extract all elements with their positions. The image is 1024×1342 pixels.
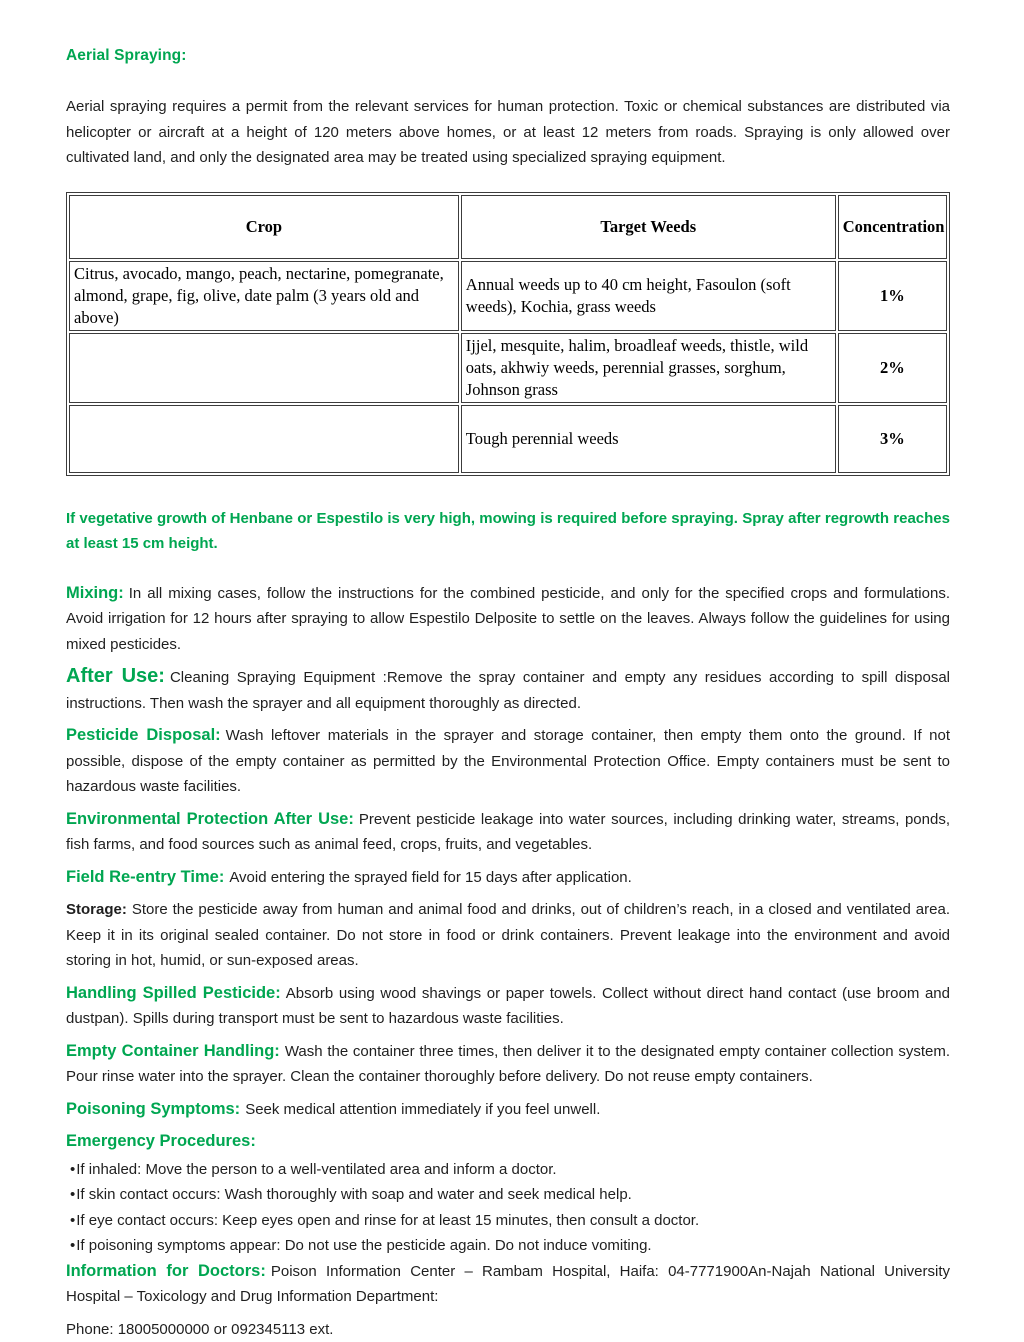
section-label-mixing: Mixing:	[66, 584, 124, 602]
spray-concentration-table	[66, 192, 950, 476]
emergency-bullet-skin	[66, 1182, 950, 1208]
bullet-icon: •	[70, 1161, 75, 1178]
crop-cell: Citrus, avocado, mango, peach, nectarine, pomegranate, almond, grape, fig, olive, date palm (3 years old and above)	[69, 261, 459, 331]
section-text: Poison Information Center – Rambam Hospital, Haifa: 04-7771900An-Najah National University Hospital – Toxicology and Drug Information Department:	[66, 1263, 950, 1306]
table-header-row	[69, 195, 947, 259]
mowing-notice: If vegetative growth of Henbane or Espestilo is very high, mowing is required before spraying. Spray after regrowth reaches at least 15 cm height.	[66, 506, 950, 557]
intro-paragraph: Aerial spraying requires a permit from the relevant services for human protection. Toxic or chemical substances are distributed via helicopter or aircraft at a height of 120 meters above homes, or at least 12 meters from roads. Spraying is only allowed over cultivated land, and only the designated area may be treated using specialized spraying equipment.	[66, 94, 950, 171]
bullet-text: If poisoning symptoms appear: Do not use the pesticide again. Do not induce vomiting.	[76, 1237, 651, 1254]
section-information-for-doctors	[66, 1259, 950, 1310]
section-empty-container	[66, 1039, 950, 1090]
section-text: Prevent pesticide leakage into water sources, including drinking water, streams, ponds, fish farms, and food sources such as animal feed, crops, fruits, and vegetables.	[66, 811, 950, 854]
section-text: Absorb using wood shavings or paper towels. Collect without direct hand contact (use broom and dustpan). Spills during transport must be sent to hazardous waste facilities.	[66, 985, 950, 1028]
section-environmental-protection	[66, 807, 950, 858]
emergency-bullet-poisoning	[66, 1233, 950, 1259]
table-row	[69, 405, 947, 473]
section-label-environmental-protection: Environmental Protection After Use:	[66, 810, 354, 828]
section-field-reentry	[66, 865, 950, 891]
table-row	[69, 333, 947, 403]
bullet-text: If inhaled: Move the person to a well-ventilated area and inform a doctor.	[76, 1161, 556, 1178]
section-label-after-use: After Use:	[66, 665, 165, 687]
page-title: Aerial Spraying:	[66, 47, 950, 65]
section-label-field-reentry: Field Re-entry Time:	[66, 868, 224, 886]
target-weeds-cell: Annual weeds up to 40 cm height, Fasoulon (soft weeds), Kochia, grass weeds	[461, 261, 836, 331]
bullet-text: If eye contact occurs: Keep eyes open and rinse for at least 15 minutes, then consult a doctor.	[76, 1212, 699, 1229]
target-weeds-cell: Tough perennial weeds	[461, 405, 836, 473]
section-handling-spilled	[66, 981, 950, 1032]
table-row	[69, 261, 947, 331]
section-label-handling-spilled: Handling Spilled Pesticide:	[66, 984, 281, 1002]
section-label-information-for-doctors: Information for Doctors:	[66, 1262, 266, 1280]
emergency-bullet-inhaled	[66, 1157, 950, 1183]
section-text: Wash leftover materials in the sprayer and storage container, then empty them onto the ground. If not possible, dispose of the empty container as permitted by the Environmental Protection Office. Empty containers must be sent to hazardous waste facilities.	[66, 727, 950, 795]
section-label-pesticide-disposal: Pesticide Disposal:	[66, 726, 221, 744]
section-text: Store the pesticide away from human and animal food and drinks, out of children’s reach, in a closed and ventilated area. Keep it in its original sealed container. Do not store in food or drink containers. Prevent leakage into the environment and avoid storing in hot, humid, or sun-exposed areas.	[66, 901, 950, 969]
table-header-crop: Crop	[69, 195, 459, 259]
crop-cell	[69, 333, 459, 403]
bullet-text: If skin contact occurs: Wash thoroughly with soap and water and seek medical help.	[76, 1186, 632, 1203]
section-label-empty-container: Empty Container Handling:	[66, 1042, 280, 1060]
concentration-cell: 2%	[838, 333, 947, 403]
section-text: Seek medical attention immediately if you feel unwell.	[245, 1101, 600, 1118]
section-text: Avoid entering the sprayed field for 15 days after application.	[229, 869, 631, 886]
section-storage	[66, 897, 950, 974]
section-text: In all mixing cases, follow the instructions for the combined pesticide, and only for the specified crops and formulations. Avoid irrigation for 12 hours after spraying to allow Espestilo Delposite to settle on the leaves. Always follow the guidelines for using mixed pesticides.	[66, 585, 950, 653]
bullet-icon: •	[70, 1212, 75, 1229]
target-weeds-cell: Ijjel, mesquite, halim, broadleaf weeds, thistle, wild oats, akhwiy weeds, perennial grasses, sorghum, Johnson grass	[461, 333, 836, 403]
section-after-use	[66, 664, 950, 716]
section-emergency-procedures	[66, 1129, 950, 1155]
section-label-storage: Storage:	[66, 901, 127, 918]
section-text: Cleaning Spraying Equipment :Remove the spray container and empty any residues according to spill disposal instructions. Then wash the sprayer and all equipment thoroughly as directed.	[66, 669, 950, 712]
table-header-target-weeds: Target Weeds	[461, 195, 836, 259]
section-label-poisoning-symptoms: Poisoning Symptoms:	[66, 1100, 240, 1118]
concentration-cell: 1%	[838, 261, 947, 331]
section-pesticide-disposal	[66, 723, 950, 800]
bullet-icon: •	[70, 1237, 75, 1254]
phone-line: Phone: 18005000000 or 092345113 ext.	[66, 1317, 950, 1342]
section-label-emergency-procedures: Emergency Procedures:	[66, 1132, 256, 1150]
crop-cell	[69, 405, 459, 473]
section-poisoning-symptoms	[66, 1097, 950, 1123]
bullet-icon: •	[70, 1186, 75, 1203]
emergency-bullet-eye	[66, 1208, 950, 1234]
section-mixing	[66, 581, 950, 658]
section-text: Wash the container three times, then deliver it to the designated empty container collection system. Pour rinse water into the sprayer. Clean the container thoroughly before delivery. Do not reuse empty containers.	[66, 1043, 950, 1086]
table-header-concentration: Concentration	[838, 195, 947, 259]
concentration-cell: 3%	[838, 405, 947, 473]
